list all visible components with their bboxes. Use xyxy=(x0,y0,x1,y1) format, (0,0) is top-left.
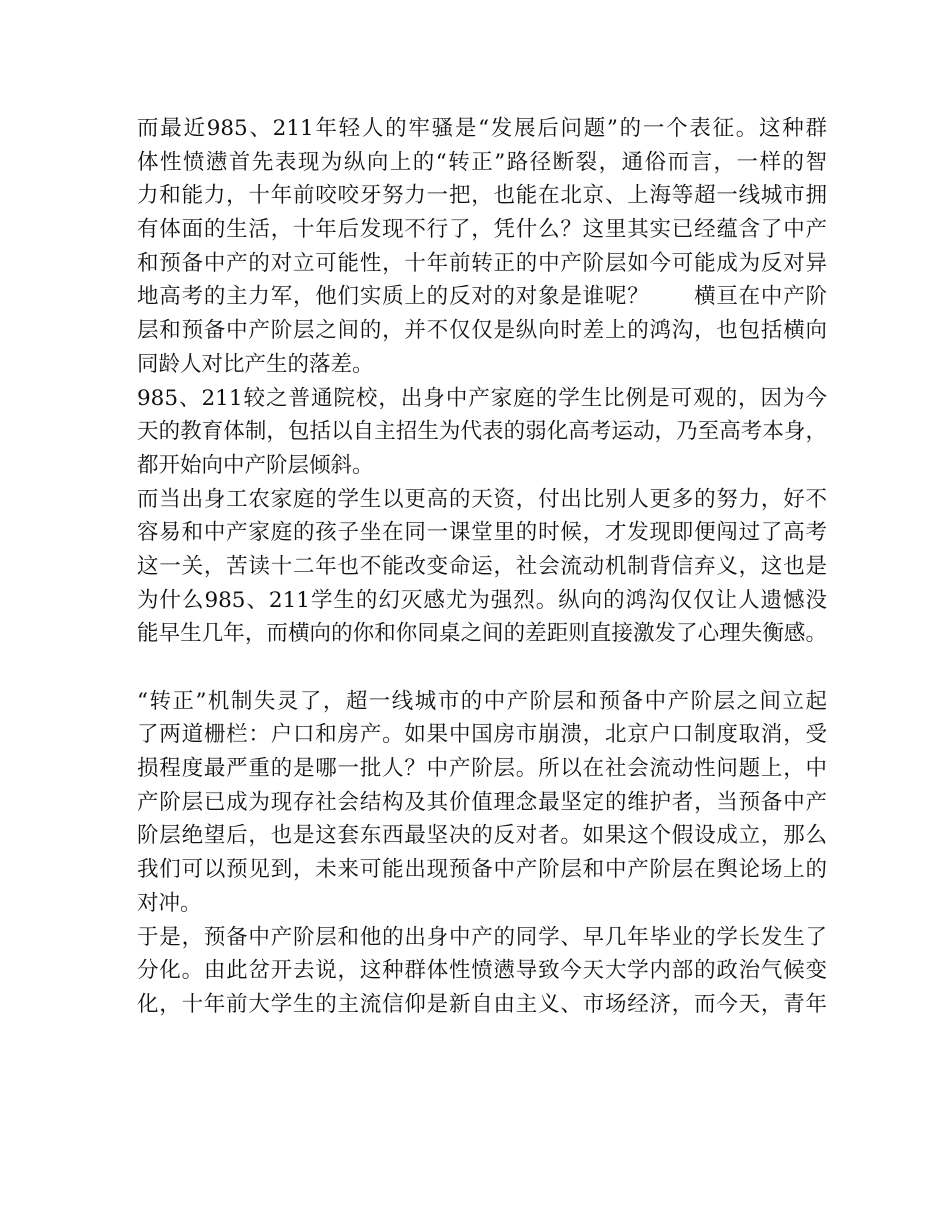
text-line: 我们可以预见到，未来可能出现预备中产阶层和中产阶层在舆论场上的 xyxy=(137,857,827,883)
text-line: 有体面的生活，十年后发现不行了，凭什么？这里其实已经蕴含了中产 xyxy=(137,217,827,243)
text-line: 分化。由此岔开去说，这种群体性愤懑导致今天大学内部的政治气候变 xyxy=(137,958,827,984)
text-line: 对冲。 xyxy=(137,890,202,916)
text-line: 天的教育体制，包括以自主招生为代表的弱化高考运动，乃至高考本身， xyxy=(137,419,827,445)
text-line: 和预备中产的对立可能性，十年前转正的中产阶层如今可能成为反对异 xyxy=(137,250,827,276)
text-line: 体性愤懑首先表现为纵向上的“转正”路径断裂，通俗而言，一样的智 xyxy=(137,149,827,175)
text-line: 同龄人对比产生的落差。 xyxy=(137,351,374,377)
text-line: 地高考的主力军，他们实质上的反对的对象是谁呢？ 横亘在中产阶 xyxy=(137,284,827,310)
text-line: 于是，预备中产阶层和他的出身中产的同学、早几年毕业的学长发生了 xyxy=(137,924,827,950)
document-body xyxy=(137,112,827,1022)
text-line: 化，十年前大学生的主流信仰是新自由主义、市场经济，而今天，青年 xyxy=(137,991,827,1017)
text-line: 985、211较之普通院校，出身中产家庭的学生比例是可观的，因为今 xyxy=(137,385,827,411)
text-line: 都开始向中产阶层倾斜。 xyxy=(137,452,374,478)
text-line: 这一关，苦读十二年也不能改变命运，社会流动机制背信弃义，这也是 xyxy=(137,553,827,579)
text-line: 而当出身工农家庭的学生以更高的天资，付出比别人更多的努力，好不 xyxy=(137,486,827,512)
text-line: “转正”机制失灵了，超一线城市的中产阶层和预备中产阶层之间立起 xyxy=(137,688,827,714)
text-lines xyxy=(137,112,827,1022)
text-line: 层和预备中产阶层之间的，并不仅仅是纵向时差上的鸿沟，也包括横向 xyxy=(137,318,827,344)
text-line: 容易和中产家庭的孩子坐在同一课堂里的时候，才发现即便闯过了高考 xyxy=(137,520,827,546)
text-line: 而最近985、211年轻人的牢骚是“发展后问题”的一个表征。这种群 xyxy=(137,116,827,141)
text-line: 产阶层已成为现存社会结构及其价值理念最坚定的维护者，当预备中产 xyxy=(137,789,827,815)
text-line: 了两道栅栏：户口和房产。如果中国房市崩溃，北京户口制度取消，受 xyxy=(137,722,827,748)
text-line: 为什么985、211学生的幻灭感尤为强烈。纵向的鸿沟仅仅让人遗憾没 xyxy=(137,587,827,613)
text-line: 能早生几年，而横向的你和你同桌之间的差距则直接激发了心理失衡感。 xyxy=(137,621,827,647)
text-line: 阶层绝望后，也是这套东西最坚决的反对者。如果这个假设成立，那么 xyxy=(137,823,827,849)
text-line: 损程度最严重的是哪一批人？中产阶层。所以在社会流动性问题上，中 xyxy=(137,756,827,782)
text-line: 力和能力，十年前咬咬牙努力一把，也能在北京、上海等超一线城市拥 xyxy=(137,183,827,209)
paragraph-gap xyxy=(137,651,827,685)
